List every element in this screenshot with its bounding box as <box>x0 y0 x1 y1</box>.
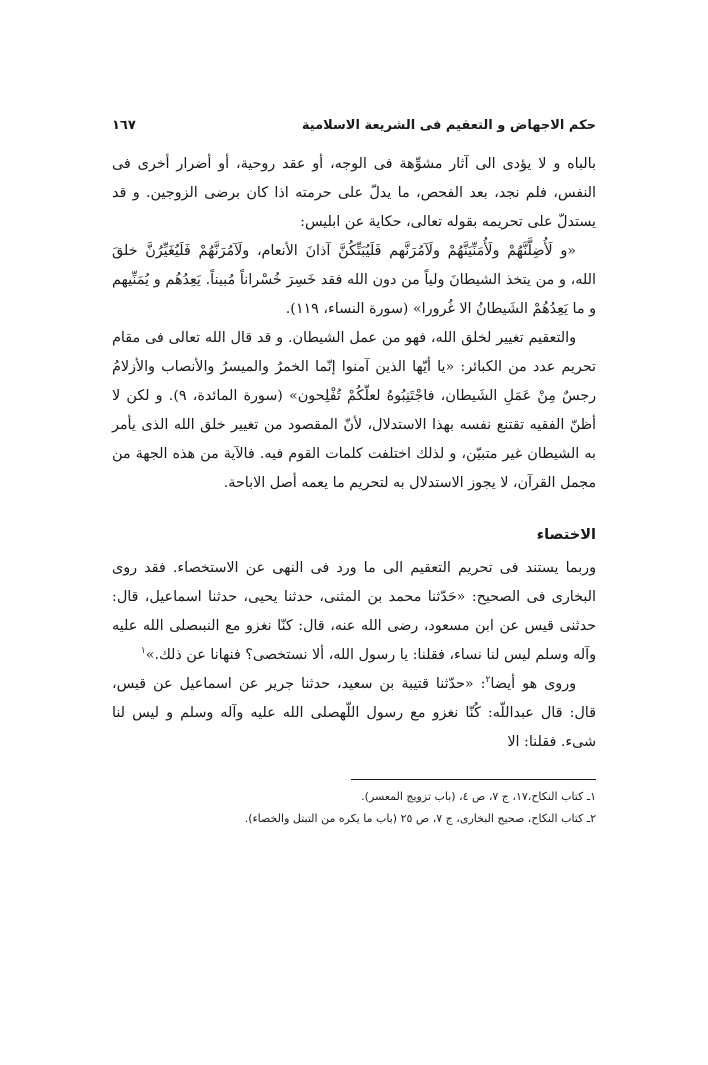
document-page <box>112 118 596 830</box>
body-text <box>112 150 596 757</box>
footnote-ref-2: ٢ <box>485 675 491 686</box>
paragraph-1: بالباه و لا يؤدى الى آثار مشوِّهة فى الوجه، أو عقد روحية، أو أضرار أخرى فى النفس، فلم نجد، بعد الفحص، ما يدلّ على حرمته اذا كان برضى الزوجين. و قد يستدلّ على تحريمه بقوله تعالى، حكاية عن ابليس: <box>112 156 596 230</box>
footnotes <box>112 786 596 830</box>
running-header <box>112 118 596 150</box>
footnote-2: ٢ـ كتاب النكاح، صحيح البخارى، ج ٧، ص ٢٥ (باب ما يكره من التبتل والخصاء). <box>244 812 596 825</box>
section-paragraph-2 <box>112 670 596 757</box>
page-number: ١٦٧ <box>112 118 136 133</box>
section-heading: الاختصاء <box>536 527 596 543</box>
running-title: حكم الاجهاض و التعقيم فى الشريعة الاسلامية <box>301 118 596 133</box>
section-paragraph-1-text: وربما يستند فى تحريم التعقيم الى ما ورد فى النهى عن الاستخصاء. فقد روى البخارى فى الصحيح: «حَدّثنا محمد بن المثنى، حدثنا يحيى، حدثنا اسماعيل، قال: حدثنى قيس عن ابن مسعود، رضى الله عنه، قال: كنّا نغزو مع النبىصلى الله عليه وآله وسلم ليس لنا نساء، فقلنا: يا رسول الله، ألا نستخصى؟ فنهانا عن ذلك.» <box>112 560 596 663</box>
section-paragraph-2-text: : «حدّثنا قتيبة بن سعيد، حدثنا جرير عن اسماعيل عن قيس، قال: قال عبداللّه: كُنّا نغزو مع رسول اللّهصلى الله عليه وآله وسلم و ليس لنا شىء. فقلنا: الا <box>112 676 596 750</box>
section-body <box>112 554 596 757</box>
paragraph-3: والتعقيم تغيير لخلق الله، فهو من عمل الشيطان. و قد قال الله تعالى فى مقام تحريم عدد من الكبائر: «يا أيّها الذين آمنوا إنّما الخمرُ والميسرُ والأنصاب والأزلامُ رجسٌ مِنْ عَمَلِ الشَيطان، فاجْتَنِبُوهُ لعلّكُمْ تُفْلِحون» (سورة المائدة، ٩). و لكن لا أظنّ الفقيه تقتنع نفسه بهذا الاستدلال، لأنّ المقصود من تغيير خلق الله الذى يأمر به الشيطان غير متبيّن، و لذلك اختلفت كلمات القوم فيه. فالآية من هذه الجهة من مجمل القرآن، لا يجوز الاستدلال به لتحريم ما يعمه أصل الاباحة. <box>112 330 596 491</box>
section-paragraph-1 <box>112 554 596 670</box>
quran-quote-paragraph: «و لَأُضِلَّنَّهُمْ ولَأُمَنِّيَنَّهُمْ ولَآمُرَنَّهم فَلَيُبَتِّكُنَّ آذانَ الأنعام، ولَآمُرَنَّهُمْ فَلَيُغَيِّرُنَّ خلقَ الله، و من يتخذ الشيطانَ ولياً من دون الله فقد خَسِرَ خُسْراناً مُبيناً. يَعِدُهُم و يُمَنِّيهم و ما يَعِدُهُمْ الشَيطانُ الا غُرورا» (سورة النساء، ١١٩). <box>112 243 596 317</box>
footnote-1: ١ـ كتاب النكاح،١٧، ج ٧، ص ٤، (باب تزويج المعسر). <box>361 790 596 803</box>
footnote-divider <box>351 779 596 780</box>
section-paragraph-2-start: وروى هو أيضا <box>490 676 577 692</box>
footnote-ref-1: ١ <box>140 646 146 657</box>
